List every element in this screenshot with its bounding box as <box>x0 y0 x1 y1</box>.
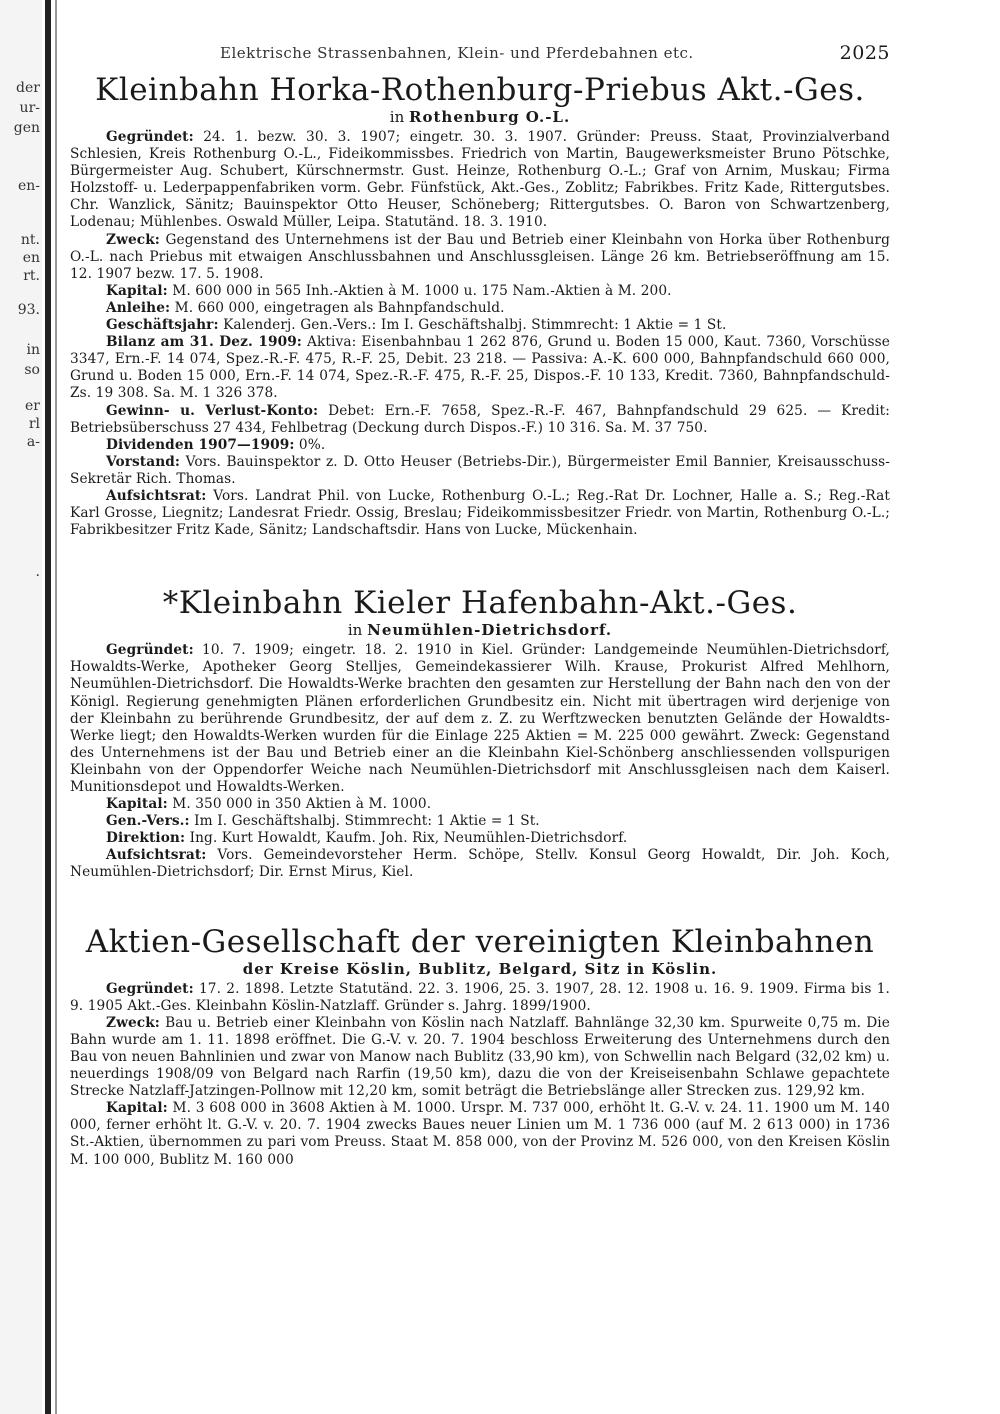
entry-paragraph <box>70 232 890 283</box>
company-title: Aktien-Gesellschaft der vereinigten Kleinbahnen <box>85 923 875 960</box>
entry-paragraph <box>70 642 890 796</box>
paragraph-text: Gegenstand des Unternehmens ist der Bau und Betrieb einer Kleinbahn von Horka über Rothenburg O.-L. nach Priebus mit etwaigen Anschlussbahnen und Anschlussgleisen. Länge 26 km. Betriebseröffnung am 15. 12. 1907 bezw. 17. 5. 1908. <box>70 231 890 282</box>
paragraph-text: Vors. Landrat Phil. von Lucke, Rothenburg O.-L.; Reg.-Rat Dr. Lochner, Halle a. S.; Reg.-Rat Karl Grosse, Liegnitz; Landesrat Friedr. Ossig, Breslau; Fideikommissbesitzer Friedr. von Martin, Rothenburg O.-L.; Fabrikbesitzer Fritz Kade, Sänitz; Landschaftsdir. Hans von Lucke, Mückenhain. <box>70 487 890 539</box>
company-location <box>70 108 890 126</box>
company-location <box>70 960 890 978</box>
margin-fragment: en- <box>17 178 40 194</box>
paragraph-label: Gegründet: <box>106 642 194 659</box>
paragraph-text: Ing. Kurt Howaldt, Kaufm. Joh. Rix, Neumühlen-Dietrichsdorf. <box>185 830 628 847</box>
paragraph-text: 0%. <box>294 436 326 453</box>
entry-paragraph <box>70 437 890 454</box>
location-prefix: in <box>389 108 405 126</box>
paragraph-label: Kapital: <box>106 1100 168 1117</box>
paragraph-label: Kapital: <box>106 796 168 813</box>
margin-fragment: gen <box>13 120 40 136</box>
paragraph-label: Gegründet: <box>106 129 194 145</box>
margin-fragment: rt. <box>23 268 40 284</box>
paragraph-text: Aktiva: Eisenbahnbau 1 262 876, Grund u. Boden 15 000, Kaut. 7360, Vorschüsse 3347, Ern.-F. 14 074, Spez.-R.-F. 475, R.-F. 25, Debit. 23 218. — Passiva: A.-K. 600 000, Bahnpfandschuld 660 000, Grund u. Boden 15 000, Ern.-F. 14 074, Spez.-R.-F. 475, R.-F. 25, Dispos.-F. 10 133, Kredit. 7360, Bahnpfandschuld-Zs. 19 308. Sa. M. 1 326 378. <box>70 334 890 402</box>
running-title: Elektrische Strassenbahnen, Klein- und Pferdebahnen etc. <box>220 44 694 62</box>
margin-fragment: er <box>25 398 40 414</box>
entry-paragraph <box>70 300 890 317</box>
entry-paragraph <box>70 317 890 334</box>
margin-fragment: so <box>24 362 40 378</box>
paragraph-label: Aufsichtsrat: <box>106 847 207 864</box>
company-title: Kleinbahn Horka-Rothenburg-Priebus Akt.-Ges. <box>95 72 865 108</box>
margin-fragment: 93. <box>17 302 40 318</box>
paragraph-label: Anleihe: <box>106 299 171 316</box>
paragraph-text: M. 660 000, eingetragen als Bahnpfandschuld. <box>170 299 505 316</box>
entry-paragraph <box>70 796 890 813</box>
document-page <box>70 40 890 1181</box>
binding-edge <box>45 0 51 1414</box>
location-name: Rothenburg O.-L. <box>409 108 571 126</box>
company-entry <box>70 72 890 539</box>
entry-paragraph <box>70 847 890 881</box>
entry-paragraph <box>70 1015 890 1100</box>
margin-fragment: en <box>22 250 40 266</box>
paragraph-label: Vorstand: <box>106 453 181 470</box>
entry-paragraph <box>70 488 890 539</box>
paragraph-text: M. 350 000 in 350 Aktien à M. 1000. <box>167 796 432 813</box>
paragraph-text: Im I. Geschäftshalbj. Stimmrecht: 1 Aktie = 1 St. <box>189 813 540 830</box>
paragraph-label: Aufsichtsrat: <box>106 487 207 504</box>
margin-fragment: rl <box>28 416 40 432</box>
paragraph-text: Debet: Ern.-F. 7658, Spez.-R.-F. 467, Bahnpfandschuld 29 625. — Kredit: Betriebsüberschuss 27 434, Fehlbetrag (Deckung durch Dispos.-F.) 10 316. Sa. M. 37 750. <box>70 402 890 436</box>
paragraph-text: 17. 2. 1898. Letzte Statutänd. 22. 3. 1906, 25. 3. 1907, 28. 12. 1908 u. 16. 9. 1909. Firma bis 1. 9. 1905 Akt.-Ges. Kleinbahn Köslin-Natzlaff. Gründer s. Jahrg. 1899/1900. <box>70 980 890 1014</box>
entry-paragraph <box>70 334 890 402</box>
margin-fragment: nt. <box>20 232 40 248</box>
entry-paragraph <box>70 283 890 300</box>
margin-fragment: der <box>16 80 40 96</box>
paragraph-text: Bau u. Betrieb einer Kleinbahn von Köslin nach Natzlaff. Bahnlänge 32,30 km. Spurweite 0,75 m. Die Bahn wurde am 1. 11. 1898 eröffnet. Die G.-V. v. 20. 7. 1904 beschloss Erweiterung des Unternehmens durch den Bau von neuen Bahnlinien und zwar von Manow nach Bublitz (33,90 km), von Schwellin nach Belgard (32,02 km) u. neuerdings 1908/09 von Belgard nach Rarfin (19,50 km), dazu die von der Kreiseisenbahn Schlawe gepachtete Strecke Natzlaff-Jatzingen-Pollnow mit 12,20 km, somit beträgt die Betriebslänge aller Strecken zus. 129,92 km. <box>70 1014 890 1100</box>
paragraph-text: 10. 7. 1909; eingetr. 18. 2. 1910 in Kiel. Gründer: Landgemeinde Neumühlen-Dietrichsdorf, Howaldts-Werke, Apotheker Georg Stelljes, Gemeindekassierer Wilh. Krause, Prokurist Alfred Mehlhorn, Neumühlen-Dietrichsdorf. Die Howaldts-Werke brachten den gesamten zur Herstellung der Bahn nach den von der Königl. Regierung genehmigten Plänen erforderlichen Grundbesitz ein. Nicht mit übertragen wird derjenige von der Kleinbahn zu berührende Grundbesitz, der auf dem z. Z. zu Werftzwecken benutzten Gelände der Howaldts-Werke liegt; den Howaldts-Werken wurden für die Einlage 225 Aktien = M. 225 000 gewährt. Zweck: Gegenstand des Unternehmens ist der Bau und Betrieb einer an die Kleinbahn Kiel-Schönberg anschliessenden vollspurigen Kleinbahn von der Oppendorfer Weiche nach Neumühlen-Dietrichsdorf mit Anschlussgleisen nach dem Kaiserl. Munitionsdepot und Howaldts-Werken. <box>70 642 890 795</box>
company-title: *Kleinbahn Kieler Hafenbahn-Akt.-Ges. <box>162 585 798 622</box>
margin-fragment: in <box>26 342 40 358</box>
paragraph-label: Kapital: <box>106 282 168 299</box>
location-name: Neumühlen-Dietrichsdorf. <box>367 621 613 640</box>
paragraph-label: Direktion: <box>106 830 186 847</box>
paragraph-label: Gewinn- u. Verlust-Konto: <box>106 402 319 419</box>
margin-fragment: a- <box>26 434 40 450</box>
entry-paragraph <box>70 454 890 488</box>
entry-paragraph <box>70 129 890 232</box>
paragraph-label: Dividenden 1907—1909: <box>106 436 295 453</box>
entry-paragraph <box>70 813 890 830</box>
entry-paragraph <box>70 1100 890 1168</box>
entry-paragraph <box>70 403 890 437</box>
paragraph-label: Gegründet: <box>106 980 194 997</box>
paragraph-label: Zweck: <box>106 231 160 248</box>
company-entry <box>70 924 890 1169</box>
paragraph-label: Bilanz am 31. Dez. 1909: <box>106 334 302 351</box>
company-location <box>70 621 890 639</box>
company-entry <box>70 585 890 881</box>
paragraph-text: M. 600 000 in 565 Inh.-Aktien à M. 1000 u. 175 Nam.-Aktien à M. 200. <box>167 282 672 299</box>
paragraph-text: Kalenderj. Gen.-Vers.: Im I. Geschäftshalbj. Stimmrecht: 1 Aktie = 1 St. <box>218 317 727 334</box>
paragraph-text: 24. 1. bezw. 30. 3. 1907; eingetr. 30. 3. 1907. Gründer: Preuss. Staat, Provinzialverband Schlesien, Kreis Rothenburg O.-L., Fideikommissbes. Friedrich von Martin, Baugewerksmeister Bruno Pötschke, Bürgermeister Aug. Schubert, Kürschnermstr. Gust. Heinze, Rothenburg O.-L.; Graf von Arnim, Muskau; Firma Holzstoff- u. Lederpappenfabriken vorm. Gebr. Fünfstück, Akt.-Ges., Zoblitz; Fabrikbes. Fritz Kade, Rittergutsbes. Chr. Wanzlick, Sänitz; Bauinspektor Otto Heuser, Schöneberg; Rittergutsbes. O. Baron von Schwartzenberg, Lodenau; Mühlenbes. Oswald Müller, Leipa. Statutänd. 18. 3. 1910. <box>70 129 890 231</box>
left-page-margin <box>0 0 42 1414</box>
location-line: der Kreise Köslin, Bublitz, Belgard, Sitz in Köslin. <box>242 959 718 978</box>
paragraph-text: Vors. Gemeindevorsteher Herm. Schöpe, Stellv. Konsul Georg Howaldt, Dir. Joh. Koch, Neumühlen-Dietrichsdorf; Dir. Ernst Mirus, Kiel. <box>70 847 890 881</box>
page-number: 2025 <box>839 42 890 64</box>
paragraph-text: Vors. Bauinspektor z. D. Otto Heuser (Betriebs-Dir.), Bürgermeister Emil Bannier, Kreisausschuss-Sekretär Rich. Thomas. <box>70 453 890 487</box>
margin-fragment: ur- <box>19 100 40 116</box>
entry-paragraph <box>70 981 890 1015</box>
paragraph-label: Gen.-Vers.: <box>106 813 190 830</box>
entry-paragraph <box>70 830 890 847</box>
location-prefix: in <box>347 621 363 640</box>
binding-edge-shadow <box>55 0 57 1414</box>
running-head <box>70 40 890 70</box>
paragraph-label: Geschäftsjahr: <box>106 317 219 334</box>
paragraph-label: Zweck: <box>106 1014 160 1031</box>
margin-fragment: . <box>35 564 40 580</box>
paragraph-text: M. 3 608 000 in 3608 Aktien à M. 1000. Urspr. M. 737 000, erhöht lt. G.-V. v. 24. 11. 1900 um M. 140 000, ferner erhöht lt. G.-V. v. 20. 7. 1904 zwecks Baues neuer Linien um M. 1 736 000 (auf M. 2 613 000) in 1736 St.-Aktien, übernommen zu pari vom Preuss. Staat M. 858 000, von der Provinz M. 526 000, von den Kreisen Köslin M. 100 000, Bublitz M. 160 000 <box>70 1100 890 1168</box>
